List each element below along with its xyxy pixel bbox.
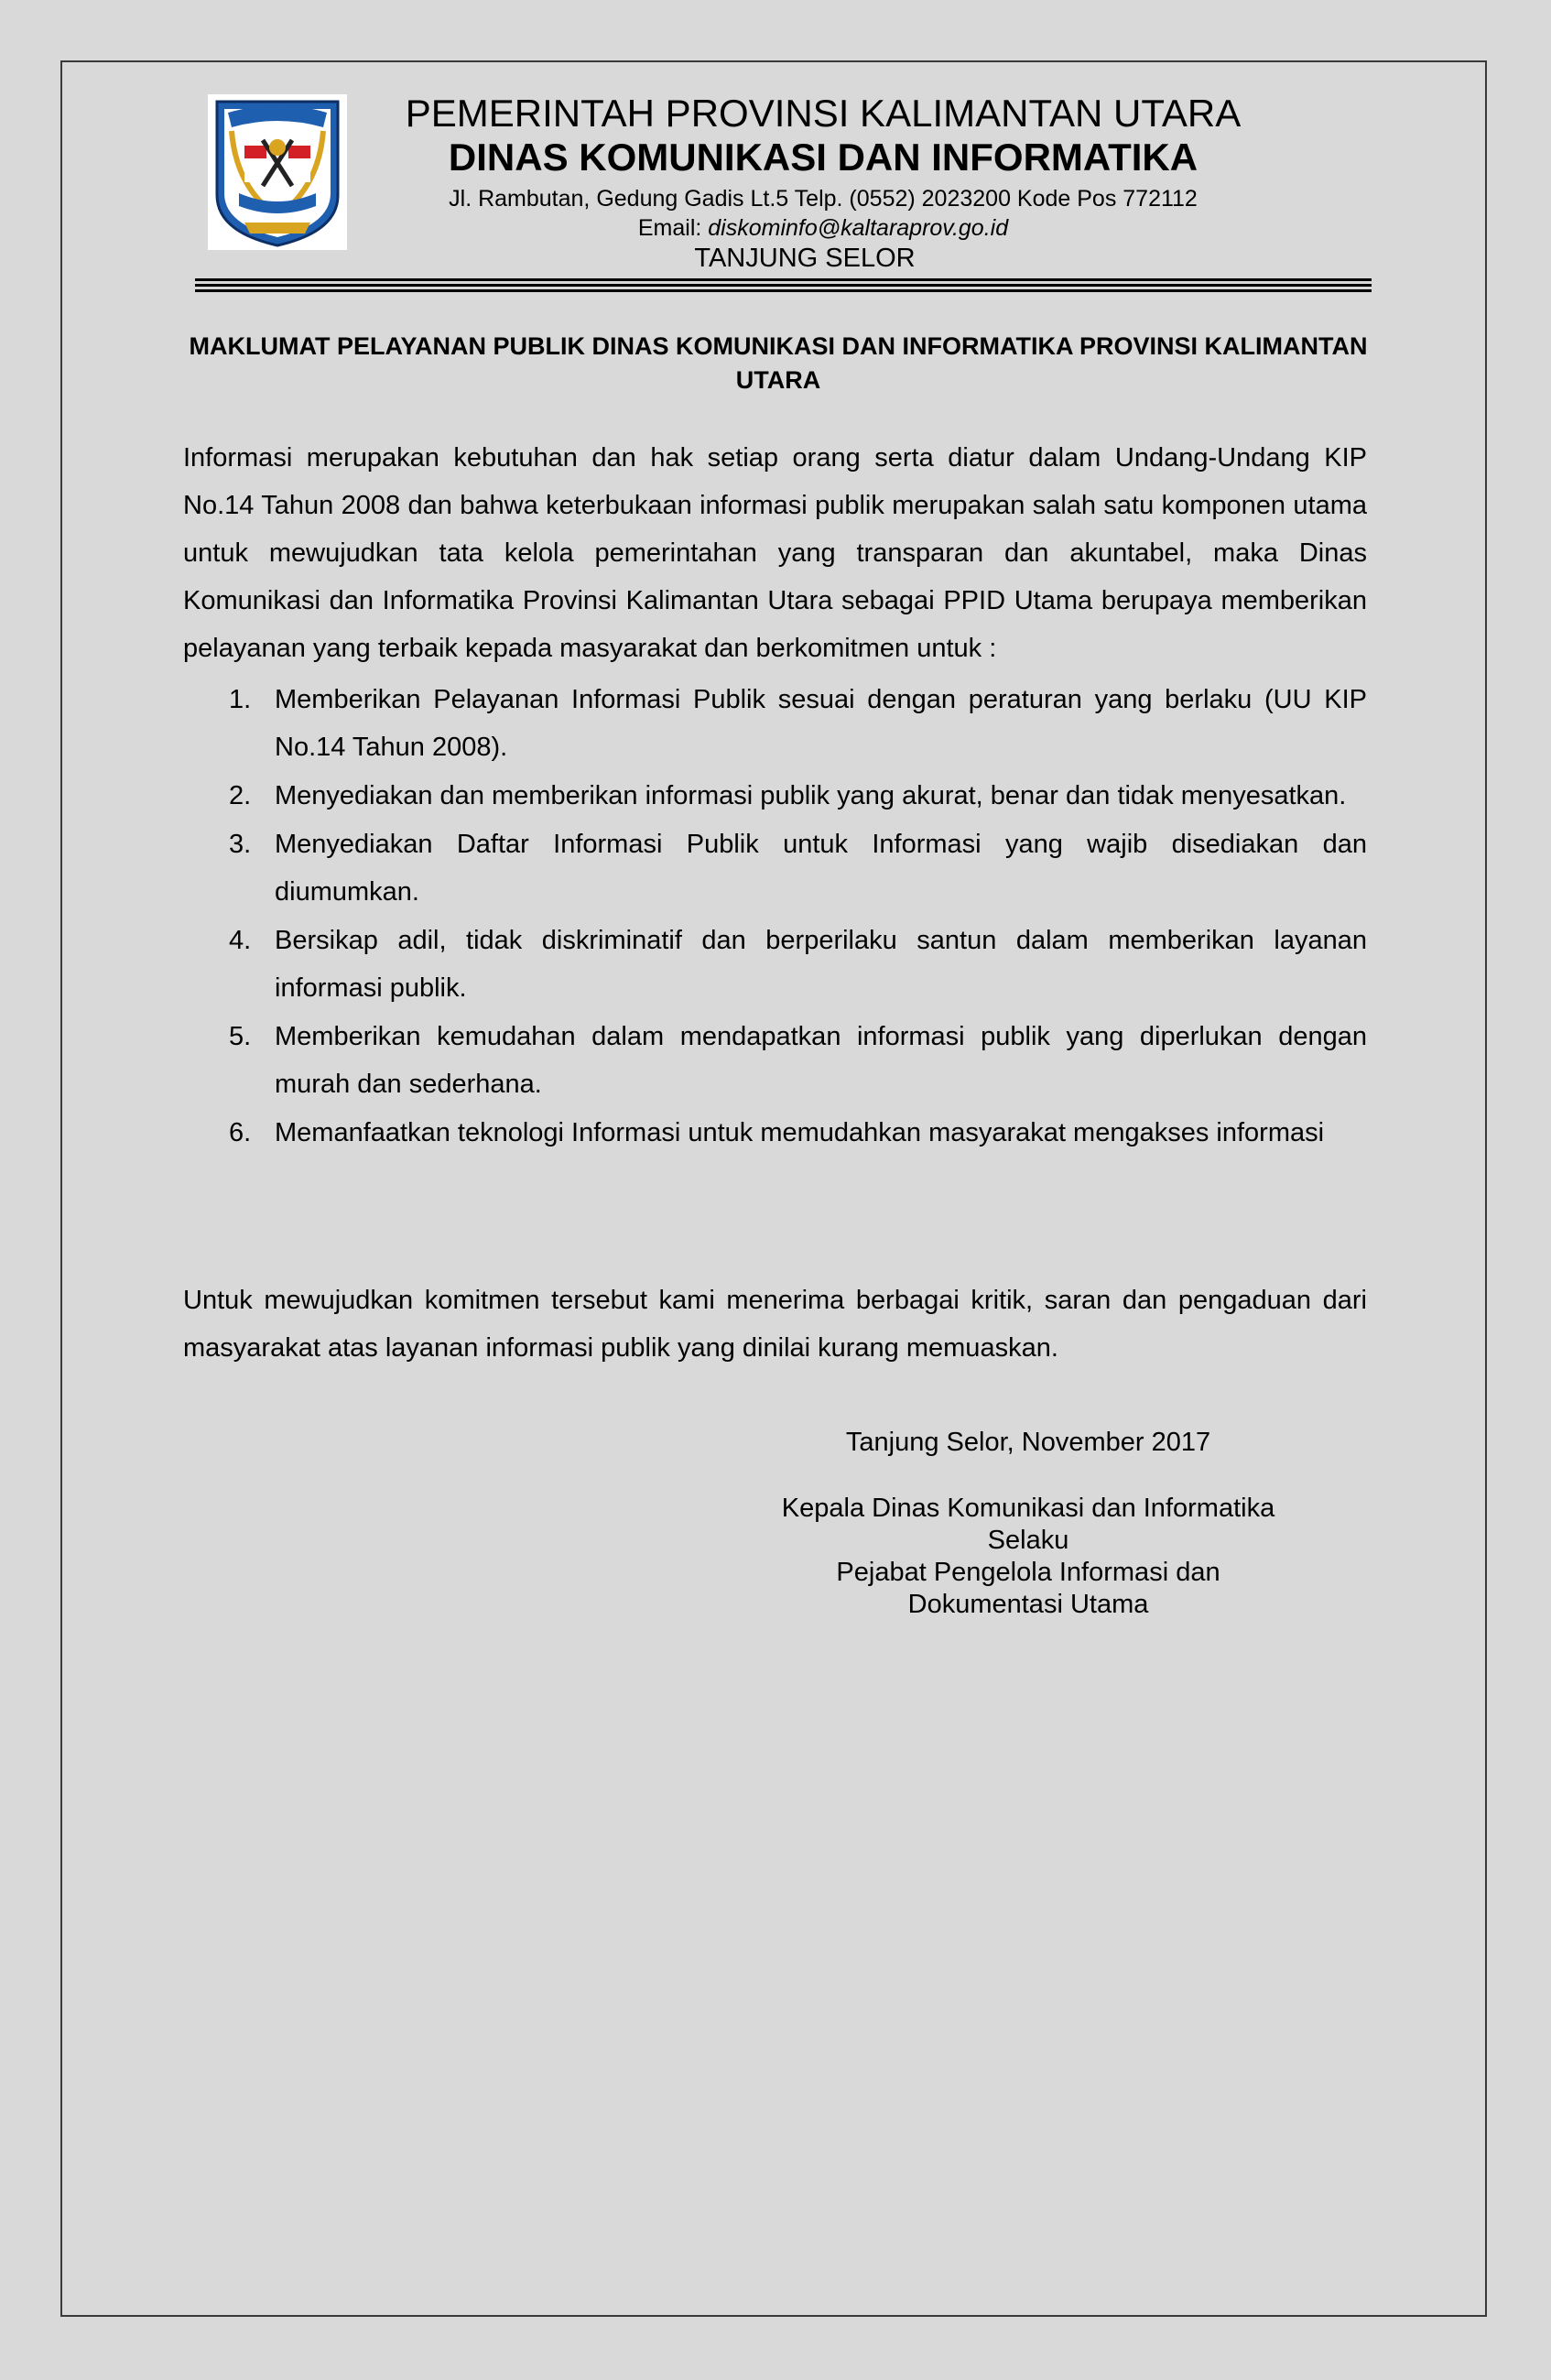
commitment-text: Memanfaatkan teknologi Informasi untuk memudahkan masyarakat mengakses informasi	[275, 1118, 1325, 1147]
commitment-number: 3.	[229, 830, 252, 859]
signature-title-line2: Selaku	[987, 1526, 1069, 1555]
header-email	[48, 215, 1551, 242]
commitment-number: 5.	[229, 1022, 252, 1051]
signature-place-date: Tanjung Selor, November 2017	[845, 1428, 1211, 1457]
commitment-item	[183, 1109, 1367, 1157]
commitment-item	[183, 821, 1367, 916]
intro-paragraph: Informasi merupakan kebutuhan dan hak setiap orang serta diatur dalam Undang-Undang KIP No.14 Tahun 2008 dan bahwa keterbukaan informasi publik merupakan salah satu komponen utama untuk mewujudkan tata kelola pemerintahan yang transparan dan akuntabel, maka Dinas Komunikasi dan Informatika Provinsi Kalimantan Utara sebagai PPID Utama berupaya memberikan pelayanan yang terbaik kepada masyarakat dan berkomitmen untuk :	[183, 443, 1367, 663]
commitment-item	[183, 676, 1367, 771]
closing-paragraph: Untuk mewujudkan komitmen tersebut kami menerima berbagai kritik, saran dan pengaduan dari masyarakat atas layanan informasi publik yang dinilai kurang memuaskan.	[183, 1286, 1367, 1363]
signature-title-line1: Kepala Dinas Komunikasi dan Informatika	[781, 1494, 1275, 1523]
commitment-number: 2.	[229, 781, 252, 810]
header-agency-name: DINAS KOMUNIKASI DAN INFORMATIKA	[448, 136, 1198, 179]
signature-block	[732, 1493, 1324, 1621]
commitment-text: Menyediakan dan memberikan informasi publik yang akurat, benar dan tidak menyesatkan.	[275, 781, 1347, 810]
signature-title-line3: Pejabat Pengelola Informasi dan	[836, 1558, 1220, 1587]
header-rule-middle	[195, 284, 1372, 287]
commitment-item	[183, 917, 1367, 1012]
email-address: diskominfo@kaltaraprov.go.id	[708, 215, 1009, 241]
commitment-number: 6.	[229, 1118, 252, 1147]
commitment-text: Memberikan Pelayanan Informasi Publik sesuai dengan peraturan yang berlaku (UU KIP No.14 Tahun 2008).	[275, 685, 1367, 762]
signature-title-line4: Dokumentasi Utama	[907, 1590, 1149, 1619]
header-address: Jl. Rambutan, Gedung Gadis Lt.5 Telp. (0552) 2023200 Kode Pos 772112	[449, 186, 1198, 212]
commitment-text: Menyediakan Daftar Informasi Publik untuk Informasi yang wajib disediakan dan diumumkan.	[275, 830, 1367, 907]
header-rule-top	[195, 278, 1372, 281]
commitment-text: Memberikan kemudahan dalam mendapatkan informasi publik yang diperlukan dengan murah dan sederhana.	[275, 1022, 1367, 1099]
header-province-name: PEMERINTAH PROVINSI KALIMANTAN UTARA	[405, 92, 1242, 135]
commitment-item	[183, 772, 1367, 820]
email-label: Email:	[637, 215, 709, 241]
document-title: MAKLUMAT PELAYANAN PUBLIK DINAS KOMUNIKASI DAN INFORMATIKA PROVINSI KALIMANTAN UTARA	[189, 332, 1368, 394]
commitment-number: 4.	[229, 926, 252, 955]
header-rule-bottom	[195, 289, 1372, 292]
commitment-text: Bersikap adil, tidak diskriminatif dan berperilaku santun dalam memberikan layanan informasi publik.	[275, 926, 1367, 1003]
commitment-item	[183, 1013, 1367, 1108]
header-city: TANJUNG SELOR	[694, 244, 916, 273]
commitment-list	[183, 676, 1367, 1157]
document-frame	[60, 60, 1487, 2317]
commitment-number: 1.	[229, 685, 252, 714]
